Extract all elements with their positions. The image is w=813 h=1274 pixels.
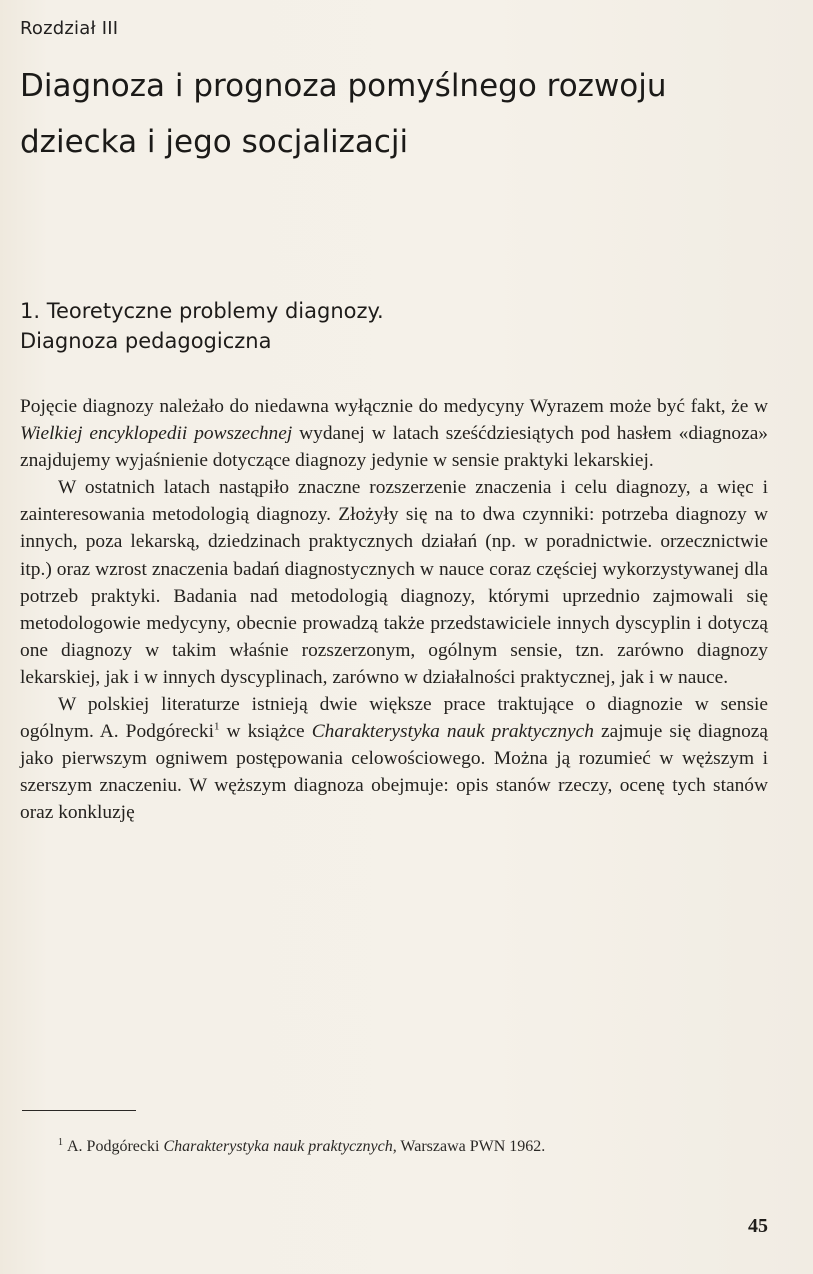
section-heading bbox=[20, 296, 720, 356]
paragraph-1-italic-title: Wielkiej encyklopedii powszechnej bbox=[20, 423, 293, 445]
paragraph-2: W ostatnich latach nastąpiło znaczne rozszerzenie znaczenia i celu diagnozy, a więc i zainteresowania metodologią diagnozy. Złożyły się na to dwa czynniki: potrzeba diagnozy w innych, poza lekarską, dziedzinach praktycznych działań (np. w poradnictwie. orzecznictwie itp.) oraz wzrost znaczenia badań diagnostycznych w nauce coraz częściej wykorzystywanej dla potrzeb praktyki. Badania nad metodologią diagnozy, którymi uprzednio zajmowali się metodologowie medycyny, obecnie prowadzą także przedstawiciele innych dyscyplin i dotyczą one diagnozy w takim właśnie rozszerzonym, ogólnym sensie, tzn. zarówno diagnozy lekarskiej, jak i w innych dyscyplinach, zarówno w działalności praktycznej, jak i w nauce. bbox=[20, 477, 768, 688]
footnote-italic-title: Charakterystyka nauk praktycznych bbox=[163, 1138, 393, 1155]
paragraph-1 bbox=[20, 393, 768, 474]
page-number: 45 bbox=[748, 1215, 768, 1237]
paragraph-3-text-c: zajmuje się diagnozą jako pierwszym ogniwem postępowania celowościowego. Można ją rozumieć w węższym i szerszym znaczeniu. W węższym diagnoza obejmuje: opis stanów rzeczy, ocenę tych stanów oraz konkluzję bbox=[20, 721, 768, 824]
paragraph-1-text-b: wydanej w latach sześćdziesiątych pod hasłem «diagnoza» znajdujemy wyjaśnienie dotyczące diagnozy jedynie w sensie praktyki lekarskiej. bbox=[20, 423, 768, 472]
paragraph-3 bbox=[20, 691, 768, 826]
paragraph-3-text-a: W polskiej literaturze istnieją dwie większe prace traktujące o diagnozie w sensie ogólnym. A. Podgórecki bbox=[20, 694, 768, 743]
chapter-title-line-1: Diagnoza i prognoza pomyślnego rozwoju bbox=[20, 68, 667, 104]
footnote-divider bbox=[22, 1110, 136, 1111]
body-text bbox=[20, 393, 768, 827]
chapter-title bbox=[20, 58, 790, 170]
footnote-reference[interactable]: 1 bbox=[214, 720, 220, 733]
section-heading-line-1: 1. Teoretyczne problemy diagnozy. bbox=[20, 299, 384, 323]
footnote bbox=[20, 1134, 768, 1160]
footnote-text-a: A. Podgórecki bbox=[67, 1138, 164, 1155]
paragraph-3-italic-title: Charakterystyka nauk praktycznych bbox=[311, 721, 594, 743]
paragraph-1-text-a: Pojęcie diagnozy należało do niedawna wyłącznie do medycyny Wyrazem może być fakt, że w bbox=[20, 396, 768, 417]
footnote-text-b: , Warszawa PWN 1962. bbox=[392, 1138, 546, 1155]
footnote-number: 1 bbox=[58, 1136, 63, 1148]
section-heading-line-2: Diagnoza pedagogiczna bbox=[20, 329, 272, 353]
chapter-title-line-2: dziecka i jego socjalizacji bbox=[20, 124, 409, 160]
paragraph-3-text-b: w książce bbox=[219, 721, 312, 743]
chapter-label: Rozdział III bbox=[20, 18, 119, 39]
